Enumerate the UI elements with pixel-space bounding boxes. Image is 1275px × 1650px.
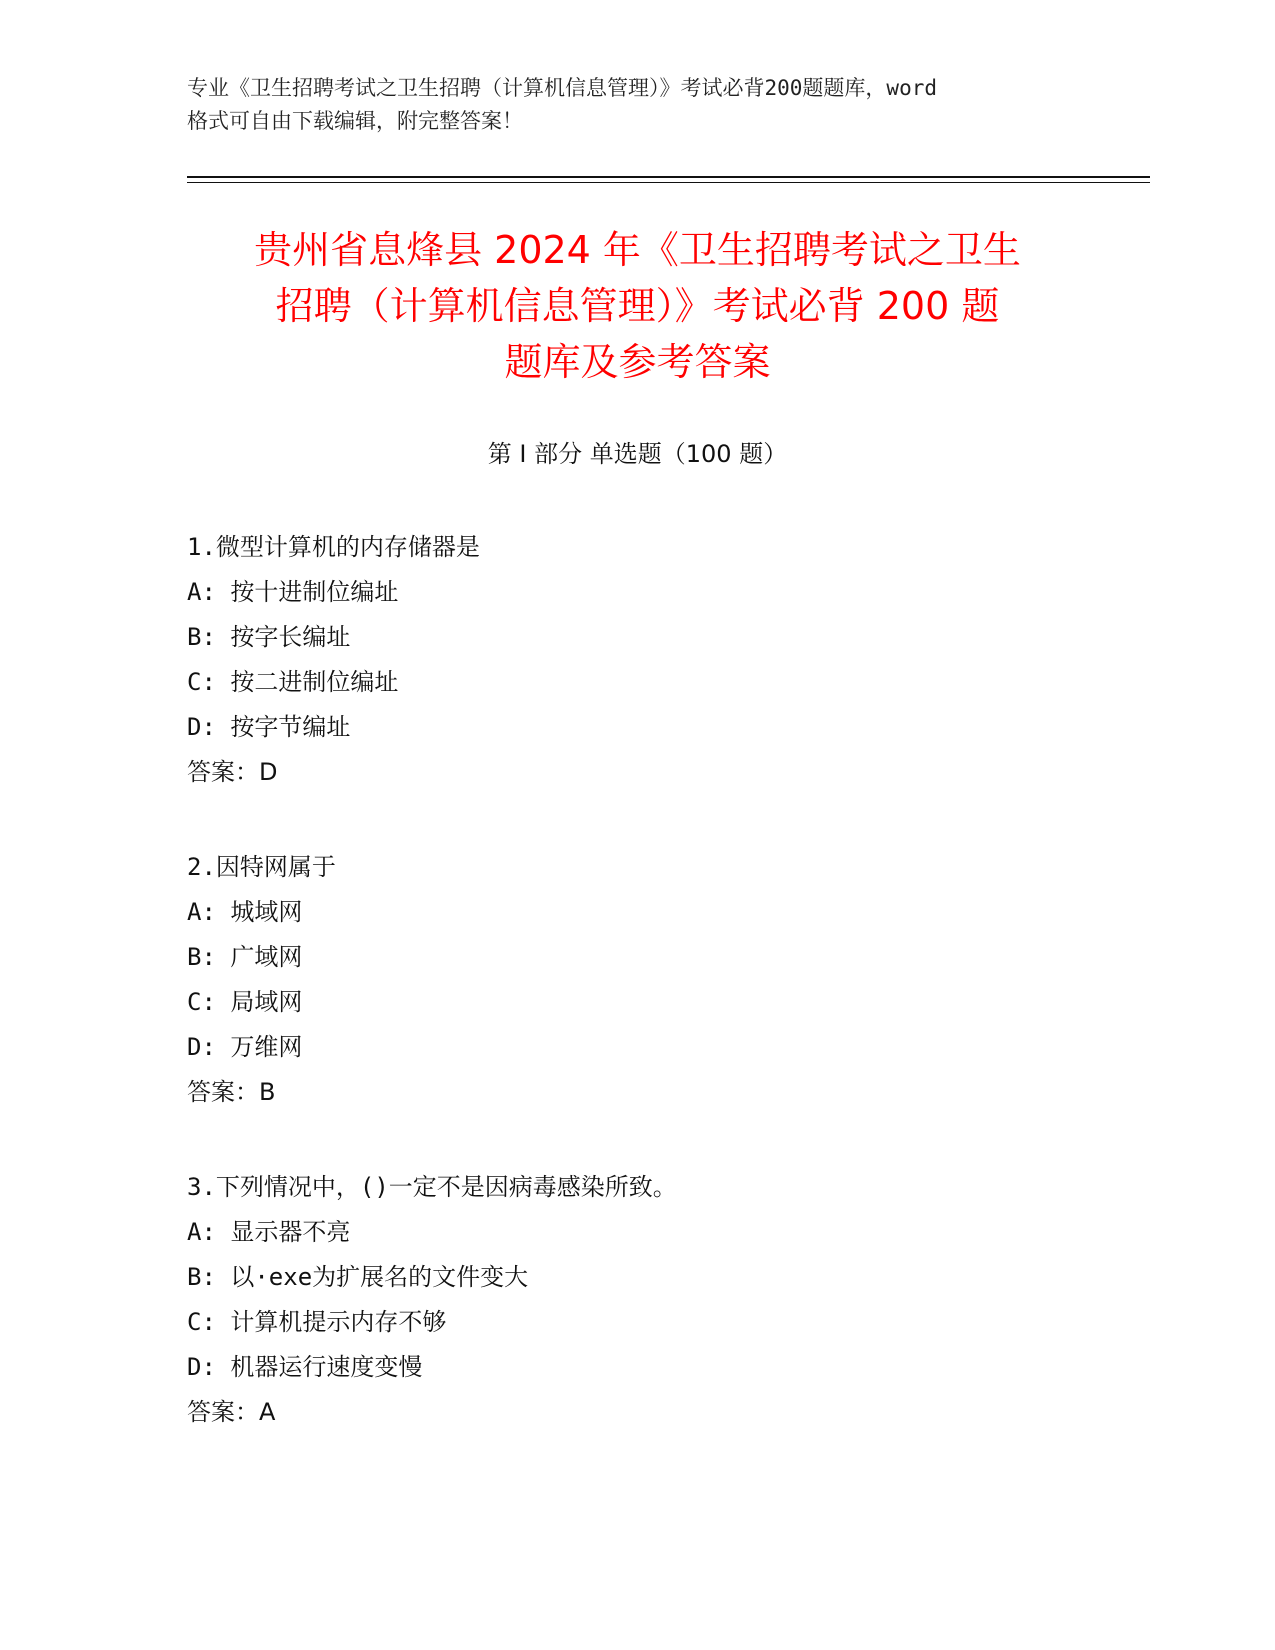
part-heading: 第 I 部分 单选题（100 题） xyxy=(487,440,788,468)
question-option: B: 广域网 xyxy=(187,943,303,971)
question-list xyxy=(187,525,1137,1485)
question-item xyxy=(187,1165,1137,1435)
question-item xyxy=(187,845,1137,1115)
document-title-line-2: 招聘（计算机信息管理）》考试必背 200 题 xyxy=(275,284,1000,328)
question-stem: 3.下列情况中，()一定不是因病毒感染所致。 xyxy=(187,1173,677,1201)
question-item xyxy=(187,525,1137,795)
question-option: C: 按二进制位编址 xyxy=(187,668,399,696)
question-option: D: 万维网 xyxy=(187,1033,303,1061)
question-answer: 答案：D xyxy=(187,758,278,786)
document-title xyxy=(140,222,1135,390)
document-title-line-3: 题库及参考答案 xyxy=(504,340,771,384)
question-answer: 答案：A xyxy=(187,1398,276,1426)
question-option: C: 计算机提示内存不够 xyxy=(187,1308,447,1336)
question-option: A: 城域网 xyxy=(187,898,303,926)
question-option: B: 以·exe为扩展名的文件变大 xyxy=(187,1263,529,1291)
header-note xyxy=(187,72,1087,138)
question-stem: 2.因特网属于 xyxy=(187,853,336,881)
question-option: A: 显示器不亮 xyxy=(187,1218,351,1246)
question-option: B: 按字长编址 xyxy=(187,623,351,651)
question-answer: 答案：B xyxy=(187,1078,276,1106)
question-option: C: 局域网 xyxy=(187,988,303,1016)
header-note-line-2: 格式可自由下载编辑，附完整答案！ xyxy=(187,109,523,133)
header-note-line-1: 专业《卫生招聘考试之卫生招聘（计算机信息管理）》考试必背200题题库，word xyxy=(187,76,937,100)
header-divider-thin xyxy=(187,182,1150,183)
question-option: D: 机器运行速度变慢 xyxy=(187,1353,423,1381)
question-stem: 1.微型计算机的内存储器是 xyxy=(187,533,480,561)
question-option: D: 按字节编址 xyxy=(187,713,351,741)
question-option: A: 按十进制位编址 xyxy=(187,578,399,606)
document-title-line-1: 贵州省息烽县 2024 年《卫生招聘考试之卫生 xyxy=(254,228,1021,272)
header-divider-thick xyxy=(187,176,1150,178)
